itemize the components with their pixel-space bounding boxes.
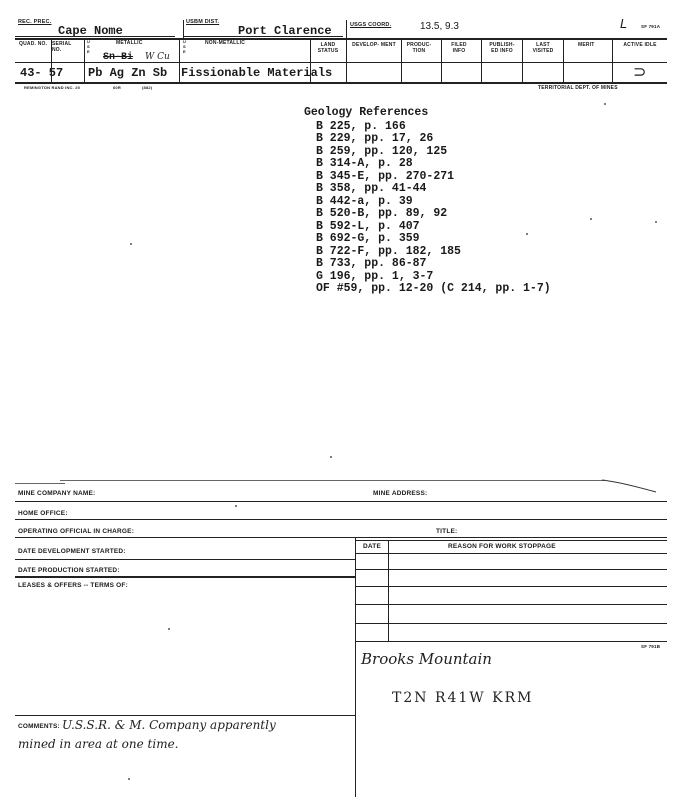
development-label: DEVELOP- MENT <box>352 42 396 48</box>
divider-v <box>563 38 564 82</box>
quad-serial-value: 43- 57 <box>20 66 64 80</box>
location-handwritten: Brooks Mountain <box>361 650 492 668</box>
metals-value: Pb Ag Zn Sb <box>88 66 168 80</box>
form-divider-main <box>355 537 356 797</box>
active-idle-label: ACTIVE IDLE <box>623 42 657 48</box>
reference-item: OF #59, pp. 12-20 (C 214, pp. 1-7) <box>316 282 551 295</box>
reference-item: B 442-a, p. 39 <box>316 194 413 208</box>
rule <box>356 641 667 642</box>
rec-prec-value: Cape Nome <box>58 24 123 38</box>
header-bottom-rule <box>15 82 667 84</box>
reference-list <box>304 121 551 296</box>
operating-official-label: OPERATING OFFICIAL IN CHARGE: <box>18 528 135 535</box>
quad-label: QUAD. NO. <box>19 41 48 47</box>
reference-item: G 196, pp. 1, 3-7 <box>316 269 434 283</box>
printer-code-2: (882) <box>142 85 153 90</box>
rule <box>15 501 667 502</box>
rule <box>356 623 667 624</box>
form-divider-date <box>388 540 389 641</box>
comments-label: COMMENTS: <box>18 723 60 730</box>
production-label: PRODUC- TION <box>406 42 432 54</box>
rec-prec-underline <box>15 36 175 37</box>
rule <box>356 569 667 570</box>
date-prod-started-label: DATE PRODUCTION STARTED: <box>18 567 120 574</box>
published-info-label: PUBLISH- ED INFO <box>489 42 515 54</box>
last-visited-label: LAST VISITED <box>532 42 554 54</box>
comments-top-rule <box>15 715 355 716</box>
scan-speck <box>235 505 237 507</box>
reference-item: B 314-A, p. 28 <box>316 157 413 170</box>
scan-speck <box>330 456 332 458</box>
reference-item: B 520-B, pp. 89, 92 <box>316 207 448 220</box>
metallic-label: METALLIC <box>116 40 143 46</box>
divider-v <box>346 38 347 82</box>
usbm-dist-label: USBM DIST. <box>186 19 220 25</box>
merit-label: MERIT <box>578 42 595 48</box>
non-metallic-label: NON-METALLIC <box>205 40 246 46</box>
filed-info-label: FILED INFO <box>451 42 467 54</box>
divider-v <box>441 38 442 82</box>
geology-references <box>304 107 551 296</box>
divider-v <box>612 38 613 82</box>
reference-item: B 733, pp. 86-87 <box>316 257 427 270</box>
scan-speck <box>526 233 528 235</box>
active-idle-mark: ⊃ <box>633 64 647 81</box>
scan-speck <box>655 221 657 223</box>
printer-note: REMINGTON RAND INC. 20 <box>24 85 81 90</box>
divider-v <box>346 20 347 38</box>
form-top-curl <box>600 478 660 494</box>
rule <box>356 553 667 554</box>
township-handwritten: T2N R41W KRM <box>392 690 534 706</box>
divider-v <box>310 38 311 82</box>
divider-v <box>179 38 180 82</box>
form-top-rule-left <box>15 483 65 484</box>
comments-line-1: U.S.S.R. & M. Company apparently <box>62 718 276 732</box>
scan-speck <box>128 778 130 780</box>
land-status-label: LAND STATUS <box>317 42 339 54</box>
leases-label: LEASES & OFFERS -- TERMS OF: <box>18 582 128 589</box>
reference-item: B 692-G, p. 359 <box>316 232 420 245</box>
metallic-value-2: W Cu <box>145 52 170 62</box>
form-number: SF 791A <box>641 24 661 29</box>
scan-speck <box>168 628 170 630</box>
header-top-rule <box>15 38 667 40</box>
divider-v <box>183 20 184 38</box>
form-number-2: SF 791B <box>641 644 661 649</box>
header-mid-rule <box>15 62 667 63</box>
reference-item: B 358, pp. 41-44 <box>316 182 427 195</box>
corner-mark: L <box>620 16 628 31</box>
reference-item: B 225, p. 166 <box>316 119 406 133</box>
reference-item: B 259, pp. 120, 125 <box>316 144 448 158</box>
divider-v <box>401 38 402 82</box>
mine-company-name-label: MINE COMPANY NAME: <box>18 490 96 497</box>
reference-item: B 722-F, pp. 182, 185 <box>316 244 461 258</box>
home-office-label: HOME OFFICE: <box>18 510 68 517</box>
non-metallic-value: Fissionable Materials <box>181 66 333 80</box>
mine-address-label: MINE ADDRESS: <box>373 490 428 497</box>
reference-item: B 229, pp. 17, 26 <box>316 132 434 145</box>
serial-label: SERIAL NO. <box>52 41 72 53</box>
date-dev-started-label: DATE DEVELOPMENT STARTED: <box>18 548 126 555</box>
divider-v <box>481 38 482 82</box>
divider-v <box>522 38 523 82</box>
geology-title: Geology References <box>304 106 429 119</box>
rule <box>356 540 667 541</box>
rec-prec-label: REC. PREC. <box>18 19 52 25</box>
rule <box>15 519 667 520</box>
comments-line-2: mined in area at one time. <box>18 737 179 751</box>
usbm-dist-value: Port Clarence <box>238 24 332 38</box>
form-top-rule <box>60 480 605 481</box>
usr-letters-2: U S E <box>183 39 187 54</box>
divider-v <box>51 38 52 82</box>
rule <box>15 537 667 538</box>
date-column-label: DATE <box>363 543 382 550</box>
scan-speck <box>130 243 132 245</box>
reason-column-label: REASON FOR WORK STOPPAGE <box>448 543 556 550</box>
rule <box>356 604 667 605</box>
usgs-coord-label: USGS COORD. <box>350 22 392 28</box>
printer-code-1: 60R <box>113 85 121 90</box>
title-label: TITLE: <box>436 528 458 535</box>
rule <box>15 576 355 578</box>
usgs-coord-value: 13.5, 9.3 <box>420 21 459 32</box>
department-label: TERRITORIAL DEPT. OF MINES <box>538 85 618 91</box>
metallic-value-1: Sn-Bi <box>103 52 134 63</box>
rule <box>356 586 667 587</box>
divider-v <box>84 38 85 82</box>
scan-speck <box>590 218 592 220</box>
rule <box>15 559 355 560</box>
reference-item: B 345-E, pp. 270-271 <box>316 169 455 183</box>
reference-item: B 592-L, p. 407 <box>316 219 420 233</box>
scan-speck <box>604 103 606 105</box>
usr-letters-1: U S E <box>87 39 91 54</box>
usbm-dist-underline <box>183 36 343 37</box>
